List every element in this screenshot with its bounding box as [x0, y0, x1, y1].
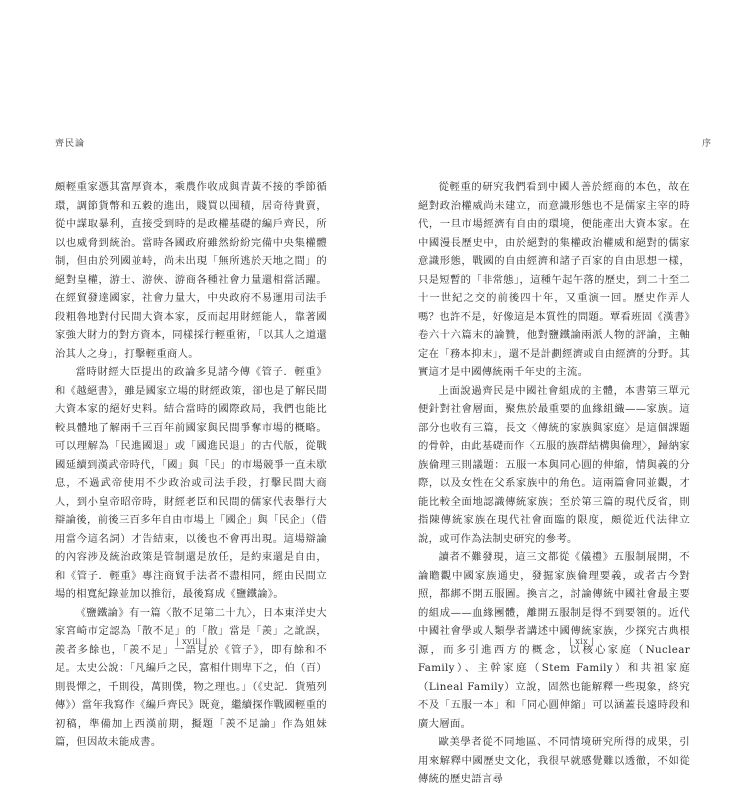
- body-text: [55, 178, 327, 752]
- paragraph: 上面說過齊民是中國社會組成的主體，本書第三單元便針對社會層面，聚焦於最重要的血緣組織——家族。這部分也收有三篇，長文〈傳統的家族與家庭〉是這個課題的骨幹，由此基礎而作〈五服的族群結構與倫理〉，歸納家族倫理三則議題：五服一本與同心圓的伸縮，情與義的分際，以及女性在父系家族中的角色。這兩篇會同並觀，才能比較全面地認識傳統家族；至於第三篇的現代反省，則指陳傳統家族在現代社會面臨的限度，頗從近代法律立說，或可作為法制史研究的參考。: [418, 384, 690, 545]
- paragraph: 頗輕重家憑其富厚資本，乘農作收成與青黃不接的季節循環，調節貨幣和五穀的進出，賤買以囤積，居奇待貴賣，從中謀取暴利，直接受到時的是政權基礎的編戶齊民，所以也威脅到統治。當時各國政府雖然紛紛完備中央集權體制，但由於列國並峙，尚未出現「無所逃於天地之間」的絕對皇權，游士、游俠、游商各種社會力量還相當活躍。在經貿發達國家，社會力量大，中央政府不易運用司法手段粗魯地對付民間大資本家，反而起用財經能人，靠著國家強大財力的對方資本，同樣採行輕重術，「以其人之道還治其人之身」，打擊輕重商人。: [55, 181, 327, 360]
- paragraph: 當時財經大臣提出的政論多見諸今傳《管子．輕重》和《越絕書》，雖是國家立場的財經政策，卻也是了解民間大資本家的絕好史料。結合當時的國際政局，我們也能比較具體地了解兩千三百年前國家與民間爭奪市場的概略。可以理解為「民進國退」或「國進民退」的古代版，從戰國延續到漢武帝時代，「國」與「民」的市場競爭一直未歇息，不過武帝使用不少政治或司法手段，打擊民間大商人，到小皇帝昭帝時，財經老臣和民間的儒家代表舉行大辯論後，前後三百多年自由市場上「國企」與「民企」（借用當今這名詞）才告結束，以後也不會再出現。這場辯論的內容涉及統治政策是管制還是放任，是約束還是自由，和《管子．輕重》專注商貿手法者不盡相同，經由民間立場的相寬紀錄並加以推衍，最後寫成《鹽鐵論》。: [55, 366, 327, 600]
- paragraph: 《鹽鐵論》有一篇〈散不足第二十九〉，日本東洋史大家宮崎市定認為「散不足」的「散」當是「羨」之訛誤，羨者多餘也，「羨不足」一語見於《管子》，即有餘和不足。太史公說：「凡編戶之民，富相什則卑下之，伯（百）則畏憚之，千則役，萬則僕，物之理也。」（《史記．貨殖列傳》）當年我寫作《編戶齊民》既竟，繼續探作戰國輕重的初稿，準備加上西漢前期，擬題「羨不足論」作為姐妹篇，但因故未能成書。: [55, 606, 328, 748]
- running-header: 序: [701, 139, 712, 149]
- running-header: 齊民論: [55, 139, 86, 149]
- paragraph: 歐美學者從不同地區、不同情境研究所得的成果，引用來解釋中國歷史文化，我很早就感覺難以透徹，不如從傳統的歷史語言尋: [418, 736, 690, 785]
- page-number: | xix |: [569, 637, 595, 646]
- page-number: | xviii |: [176, 637, 208, 646]
- right-page: [375, 0, 750, 785]
- body-text: [418, 178, 690, 789]
- paragraph: 讀者不難發現，這三文都從《儀禮》五服制展開，不論瞻觀中國家族通史，發掘家族倫理要義，或者古今對照，都綁不開五服圖。換言之，討論傳統中國社會最主要的組成——血緣團體，離開五服制是得不到要領的。近代中國社會學或人類學者講述中國傳統家族，少探究古典根源，而多引進西方的概念，以核心家庭（Nuclear Family）、主幹家庭（Stem Family）和共祖家庭（Lineal Family）立說，固然也能解釋一些現象，終究不及「五服一本」和「同心圓伸縮」可以涵蓋長遠時段和廣大層面。: [418, 551, 690, 730]
- paragraph: 從輕重的研究我們看到中國人善於經商的本色，故在絕對政治權威尚未建立，而意識形態也不是儒家主宰的時代，一旦市場經濟有自由的環境，便能產出大資本家。在中國漫長歷史中，由於絕對的集權政治權威和絕對的儒家意識形態，戰國的自由經濟和諸子百家的自由思想一樣，只是短暫的「非常態」，這種午起午落的歷史，到二十至二十一世紀之交的前後四十年，又重演一回。歷史作弄人嗎？也許不是，好像這是本質性的問題。覃看班固《漢書》卷六十六篇末的論贊，他對鹽鐵論兩派人物的評論，主軸定在「務本抑末」，還不是計劃經濟或自由經濟的分野。其實這才是中國傳統兩千年史的主流。: [418, 181, 690, 378]
- left-page: [0, 0, 375, 750]
